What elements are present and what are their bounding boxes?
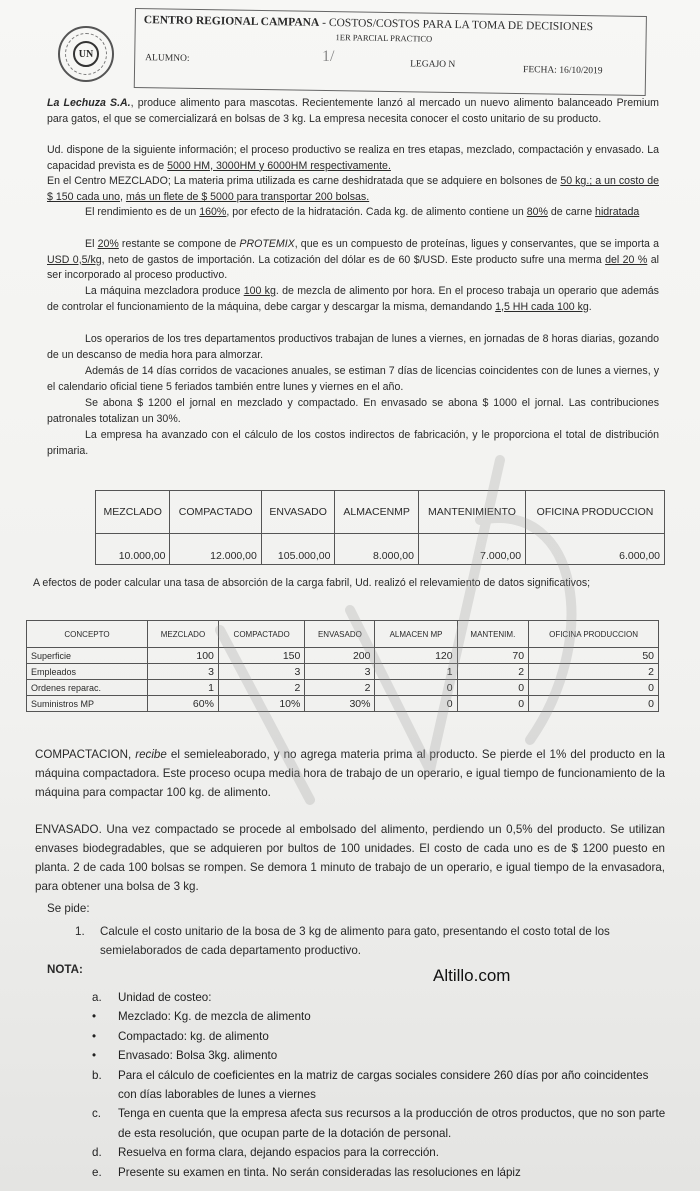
intro-paragraph: La Lechuza S.A., produce alimento para mascotas. Recientemente lanzó al mercado un nuevo alimento balanceado Premium para gatos, el que se comercializará en bolsas de 3 kg. La empresa necesita conocer el costo unitario de su producto. (47, 97, 659, 125)
table-cell: 0 (375, 680, 457, 696)
table-cell: 30% (305, 696, 375, 712)
nota-label: NOTA: (47, 963, 83, 976)
compactacion-paragraph: COMPACTACION, recibe el semieleaborado, y no agrega materia prima al producto. Se pierde el 1% del producto en la máquina compactadora. Este proceso ocupa media hora de trabajo de un operario, e igual tiempo de funcionamiento de la máquina para compactar 100 kg. de alimento. (35, 748, 665, 799)
table-cell: Superficie (27, 648, 148, 664)
table-header-row (96, 491, 665, 534)
table-cell: 120 (375, 648, 457, 664)
column-header: COMPACTADO (170, 491, 261, 534)
table-cell: 2 (218, 680, 304, 696)
jornal-paragraph: Se abona $ 1200 el jornal en mezclado y compactado. En envasado se abona $ 1000 el jornal. Las contribuciones patronales totalizan un 30%. (47, 397, 659, 425)
table-cell: Suministros MP (27, 696, 148, 712)
table-cell: 1 (148, 680, 219, 696)
column-header: ALMACENMP (335, 491, 418, 534)
table-cell: 8.000,00 (335, 534, 418, 565)
column-header: MEZCLADO (148, 621, 219, 648)
university-seal-icon (58, 26, 114, 82)
column-header: ALMACEN MP (375, 621, 457, 648)
column-header: ENVASADO (305, 621, 375, 648)
table-cell: Ordenes reparac. (27, 680, 148, 696)
column-header: MANTENIM. (457, 621, 528, 648)
legajo-field: LEGAJO N (410, 59, 456, 71)
nota-item: b. Para el cálculo de coeficientes en la matriz de cargas sociales considere 260 días por año coincidentes con días laborables de lunes a viernes (92, 1068, 649, 1102)
table-row (27, 696, 659, 712)
table-cell: 60% (148, 696, 219, 712)
table-cell: 105.000,00 (261, 534, 335, 565)
nota-item: • Compactado: kg. de alimento (92, 1029, 269, 1043)
exam-type: 1ER PARCIAL PRACTICO (335, 32, 433, 44)
se-pide-label: Se pide: (47, 902, 90, 915)
protemix-paragraph: El 20% restante se compone de PROTEMIX, que es un compuesto de proteínas, ligues y conservantes, que se importa a USD 0,5/kg, neto de gastos de importación. La cotización del dólar es de 60 $/USD. Este producto sufre una merma del 20 % al ser incorporado al proceso productivo. (47, 238, 659, 282)
altillo-watermark: Altillo.com (433, 966, 511, 985)
column-header: OFICINA PRODUCCION (529, 621, 659, 648)
mezcladora-paragraph: La máquina mezcladora produce 100 kg. de mezcla de alimento por hora. En el proceso trabaja un operario que además de controlar el funcionamiento de la máquina, debe cargar y descargar la misma, demandando 1,5 HH cada 100 kg. (47, 285, 659, 313)
operarios-paragraph: Los operarios de los tres departamentos productivos trabajan de lunes a viernes, en jornadas de 8 horas diarias, gozando de un descanso de media hora para almorzar. (47, 333, 659, 361)
table-cell: 2 (305, 680, 375, 696)
table-cell: 12.000,00 (170, 534, 261, 565)
table-cell: 0 (457, 696, 528, 712)
table-cell: 0 (529, 696, 659, 712)
question-item (75, 922, 665, 960)
table-cell: 3 (305, 664, 375, 680)
table-cell: 10.000,00 (96, 534, 170, 565)
survey-intro: A efectos de poder calcular una tasa de absorción de la carga fabril, Ud. realizó el relevamiento de datos significativos; (33, 577, 591, 589)
table-cell: 100 (148, 648, 219, 664)
institution-name: CENTRO REGIONAL CAMPANA (143, 14, 320, 29)
table-cell: Empleados (27, 664, 148, 680)
column-header: MANTENIMIENTO (418, 491, 525, 534)
survey-table (26, 620, 659, 712)
distribution-table (95, 490, 665, 565)
question-number: 1. (75, 925, 85, 938)
exam-header (134, 8, 647, 96)
mezclado-paragraph: En el Centro MEZCLADO; La materia prima utilizada es carne deshidratada que se adquiere en bolsones de 50 kg.; a un costo de $ 150 cada uno, más un flete de $ 5000 para transportar 200 bolsas. (47, 175, 659, 203)
table-row (27, 680, 659, 696)
nota-item: • Envasado: Bolsa 3kg. alimento (92, 1049, 278, 1063)
table-row (96, 534, 665, 565)
table-cell: 50 (529, 648, 659, 664)
table-cell: 10% (218, 696, 304, 712)
company-name: La Lechuza S.A. (47, 97, 131, 109)
handwritten-mark: 1/ (322, 48, 335, 65)
nota-item: • Mezclado: Kg. de mezcla de alimento (92, 1010, 311, 1024)
vacaciones-paragraph: Además de 14 días corridos de vacaciones anuales, se estiman 7 días de licencias coincidentes con de lunes a viernes, y el calendario oficial tiene 5 feriados también entre lunes y viernes en el año. (47, 365, 659, 393)
rendimiento-paragraph: El rendimiento es de un 160%, por efecto de la hidratación. Cada kg. de alimento contiene un 80% de carne hidratada (85, 206, 640, 218)
table-cell: 1 (375, 664, 457, 680)
table-header-row (27, 621, 659, 648)
info-paragraph: Ud. dispone de la siguiente información; el proceso productivo se realiza en tres etapas, mezclado, compactación y envasado. La capacidad prevista es de 5000 HM, 3000HM y 6000HM respectivamente. (47, 144, 659, 172)
column-header: ENVASADO (261, 491, 335, 534)
nota-list (92, 988, 667, 1182)
table-cell: 6.000,00 (526, 534, 665, 565)
header-title (144, 14, 593, 33)
question-text: Calcule el costo unitario de la bosa de 3 kg de alimento para gato, presentando el costo total de los semielaborados de cada departamento productivo. (100, 925, 610, 957)
table-row (27, 664, 659, 680)
table-cell: 2 (457, 664, 528, 680)
table-cell: 2 (529, 664, 659, 680)
nota-item: a. Unidad de costeo: (92, 991, 212, 1004)
envasado-paragraph: ENVASADO. Una vez compactado se procede al embolsado del alimento, perdiendo un 0,5% del producto. Se utilizan envases biodegradables, que se adquieren por bultos de 100 unidades. El costo de cada uno es de $ 1200 puesto en planta. 2 de cada 100 bolsas se rompen. Se demora 1 minuto de trabajo de un operario, e igual tiempo de la envasadora, para obtener una bolsa de 3 kg. (35, 823, 665, 893)
column-header: COMPACTADO (218, 621, 304, 648)
column-header: MEZCLADO (96, 491, 170, 534)
table-cell: 7.000,00 (418, 534, 525, 565)
nota-item: d. Resuelva en forma clara, dejando espacios para la corrección. (92, 1146, 439, 1160)
table-cell: 0 (375, 696, 457, 712)
nota-item: c. Tenga en cuenta que la empresa afecta sus recursos a la producción de otros productos, que no son parte de esta resolución, que ocupan parte de la dotación de personal. (92, 1107, 666, 1140)
column-header: CONCEPTO (27, 621, 148, 648)
seal-letters: UN (73, 41, 99, 67)
table-cell: 3 (218, 664, 304, 680)
table-cell: 70 (457, 648, 528, 664)
table-cell: 150 (218, 648, 304, 664)
fecha-field: FECHA: 16/10/2019 (522, 65, 603, 77)
table-cell: 3 (148, 664, 219, 680)
alumno-field: ALUMNO: (145, 53, 190, 64)
table-cell: 200 (305, 648, 375, 664)
nota-item: e. Presente su examen en tinta. No serán consideradas las resoluciones en lápiz (92, 1165, 521, 1179)
table-row (27, 648, 659, 664)
column-header: OFICINA PRODUCCION (526, 491, 665, 534)
table-cell: 0 (529, 680, 659, 696)
course-name: - COSTOS/COSTOS PARA LA TOMA DE DECISIONES (319, 16, 594, 34)
cif-paragraph: La empresa ha avanzado con el cálculo de los costos indirectos de fabricación, y le proporciona el total de distribución primaria. (47, 429, 659, 457)
table-cell: 0 (457, 680, 528, 696)
